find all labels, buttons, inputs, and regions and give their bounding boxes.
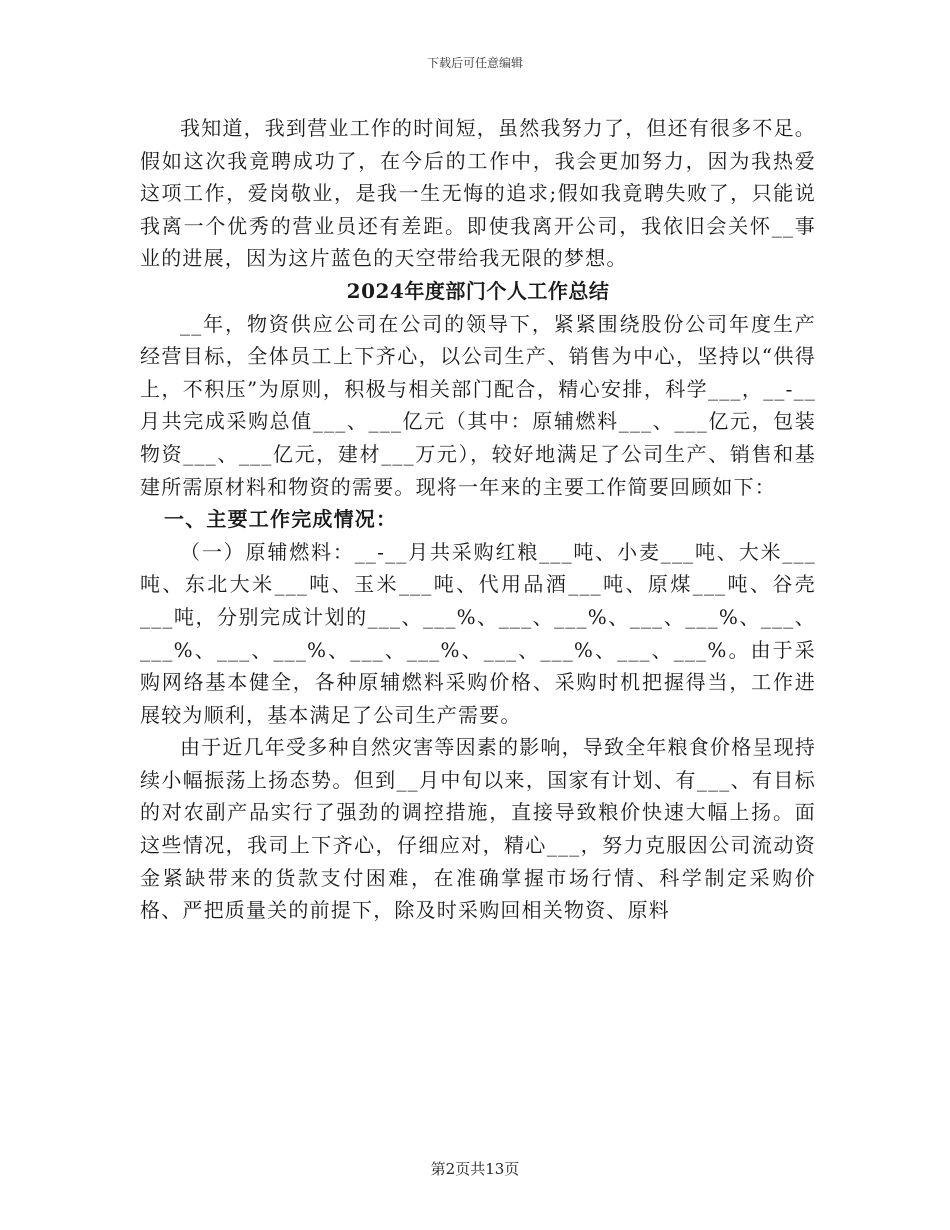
page-number: 第2页共13页 xyxy=(430,1160,520,1178)
document-body xyxy=(140,112,816,927)
paragraph-market-conditions: 由于近几年受多种自然灾害等因素的影响，导致全年粮食价格呈现持续小幅振荡上扬态势。但到__月中旬以来，国家有计划、有___、有目标的对农副产品实行了强劲的调控措施，直接导致粮价快速大幅上扬。面这些情况，我司上下齐心，仔细应对，精心___，努力克服因公司流动资金紧缺带来的货款支付困难，在准确掌握市场行情、科学制定采购价格、严把质量关的前提下，除及时采购回相关物资、原料 xyxy=(140,735,816,923)
paragraph-raw-materials: （一）原辅燃料：__-__月共采购红粮___吨、小麦___吨、大米___吨、东北大米___吨、玉米___吨、代用品酒___吨、原煤___吨、谷壳___吨，分别完成计划的___、___%、___、___%、___、___%、___、___%、___、___%、___、___%、___、___%、___、___%。由于采购网络基本健全，各种原辅燃料采购价格、采购时机把握得当，工作进展较为顺利，基本满足了公司生产需要。 xyxy=(140,539,816,727)
page-header-note: 下载后可任意编辑 xyxy=(426,56,523,70)
heading-main-work: 一、主要工作完成情况： xyxy=(164,507,398,532)
paragraph-summary-intro: __年，物资供应公司在公司的领导下，紧紧围绕股份公司年度生产经营目标，全体员工上下齐心，以公司生产、销售为中心，坚持以“供得上，不积压”为原则，积极与相关部门配合，精心安排，科学___，__-__月共完成采购总值___、___亿元（其中：原辅燃料___、___亿元，包装物资___、___亿元，建材___万元），较好地满足了公司生产、销售和基建所需原材料和物资的需要。现将一年来的主要工作简要回顾如下： xyxy=(140,311,816,499)
paragraph-closing-speech: 我知道，我到营业工作的时间短，虽然我努力了，但还有很多不足。假如这次我竟聘成功了，在今后的工作中，我会更加努力，因为我热爱这项工作，爱岗敬业，是我一生无悔的追求;假如我竟聘失败了，只能说我离一个优秀的营业员还有差距。即使我离开公司，我依旧会关怀__事业的进展，因为这片蓝色的天空带给我无限的梦想。 xyxy=(140,116,816,271)
section-title: 2024年度部门个人工作总结 xyxy=(346,278,610,303)
